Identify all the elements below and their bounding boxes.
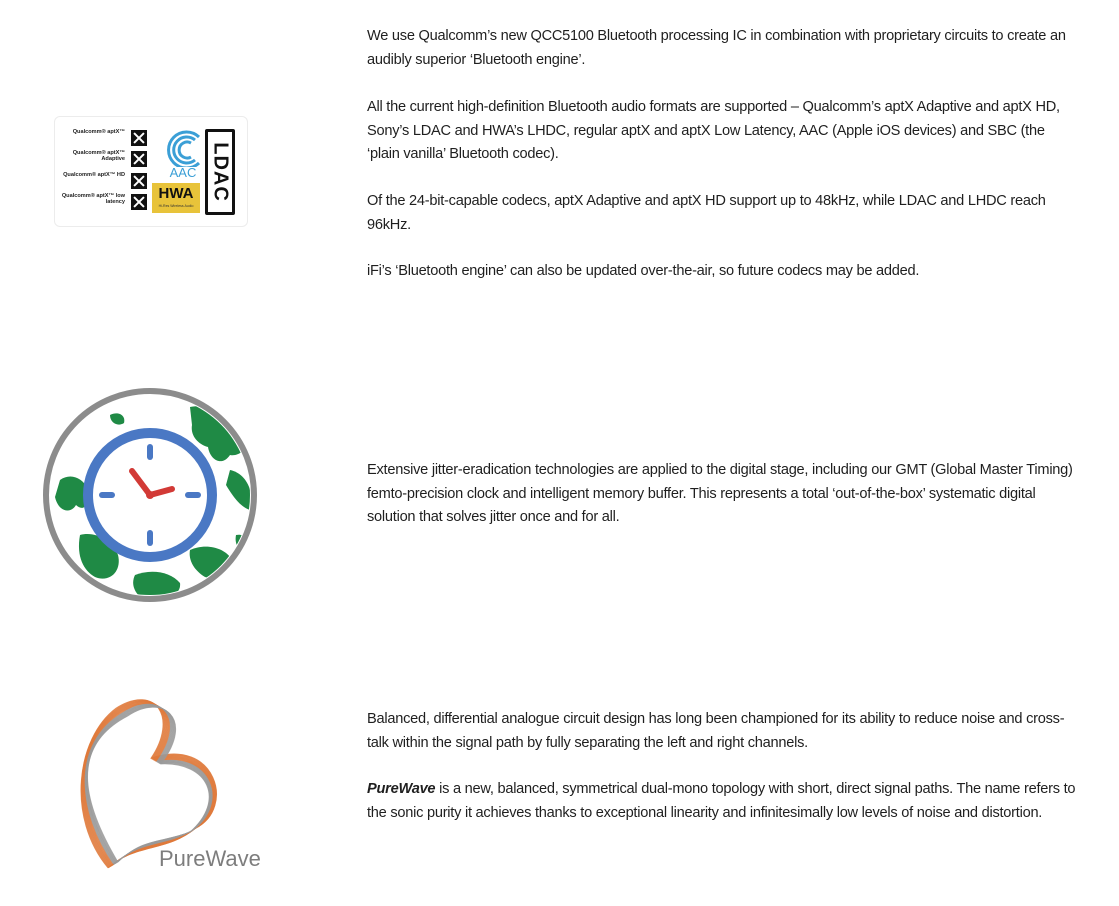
bluetooth-paragraph-1: We use Qualcomm’s new QCC5100 Bluetooth processing IC in combination with proprietary circuits to create an audibly superior ‘Bluetooth engine’.: [367, 28, 1066, 68]
aptx-adaptive-logo: Qualcomm® aptX™ Adaptive: [59, 150, 149, 169]
aptx-mark-icon: [131, 130, 147, 146]
purewave-logo-label: PureWave: [159, 846, 261, 871]
aptx-logo: Qualcomm® aptX™: [59, 129, 149, 148]
purewave-brand: PureWave: [367, 781, 436, 797]
clock-globe-icon: [40, 385, 260, 605]
jitter-paragraph: Extensive jitter-eradication technologies are applied to the digital stage, including our GMT (Global Master Timing) femto-precision clock and intelligent memory buffer. This represents a total ‘out-of-the-box’ systematic digital solution that solves jitter once and for all.: [367, 462, 1073, 525]
aac-wave-icon: [161, 129, 203, 167]
bluetooth-paragraph-4: iFi’s ‘Bluetooth engine’ can also be updated over-the-air, so future codecs may be added.: [367, 263, 920, 279]
aptx-low-latency-logo: Qualcomm® aptX™ low latency: [59, 193, 149, 212]
bluetooth-paragraph-2: All the current high-definition Bluetooth audio formats are supported – Qualcomm’s aptX Adaptive and aptX HD, Sony’s LDAC and HWA’s LHDC, regular aptX and aptX Low Latency, AAC (Apple iOS devices) and SBC (the ‘plain vanilla’ Bluetooth codec).: [367, 99, 1060, 162]
ldac-logo: LDAC: [205, 129, 235, 215]
aptx-mark-icon: [131, 194, 147, 210]
purewave-paragraph-2: [367, 778, 1079, 825]
aptx-hd-logo: Qualcomm® aptX™ HD: [59, 172, 149, 191]
hwa-logo: HWA Hi-Res Wireless Audio: [152, 183, 200, 213]
aptx-mark-icon: [131, 151, 147, 167]
codec-logos-icon: [54, 116, 248, 227]
purewave-paragraph-2-text: is a new, balanced, symmetrical dual-mono topology with short, direct signal paths. The name refers to the sonic purity it achieves thanks to exceptional linearity and infinitesimally low levels of noise and distortion.: [367, 781, 1076, 821]
aac-label: AAC: [169, 165, 197, 180]
purewave-paragraph-1: Balanced, differential analogue circuit design has long been championed for its ability to reduce noise and cross-talk within the signal path by fully separating the left and right channels.: [367, 711, 1065, 751]
aptx-mark-icon: [131, 173, 147, 189]
bluetooth-paragraph-3: Of the 24-bit-capable codecs, aptX Adaptive and aptX HD support up to 48kHz, while LDAC and LHDC reach 96kHz.: [367, 193, 1046, 233]
